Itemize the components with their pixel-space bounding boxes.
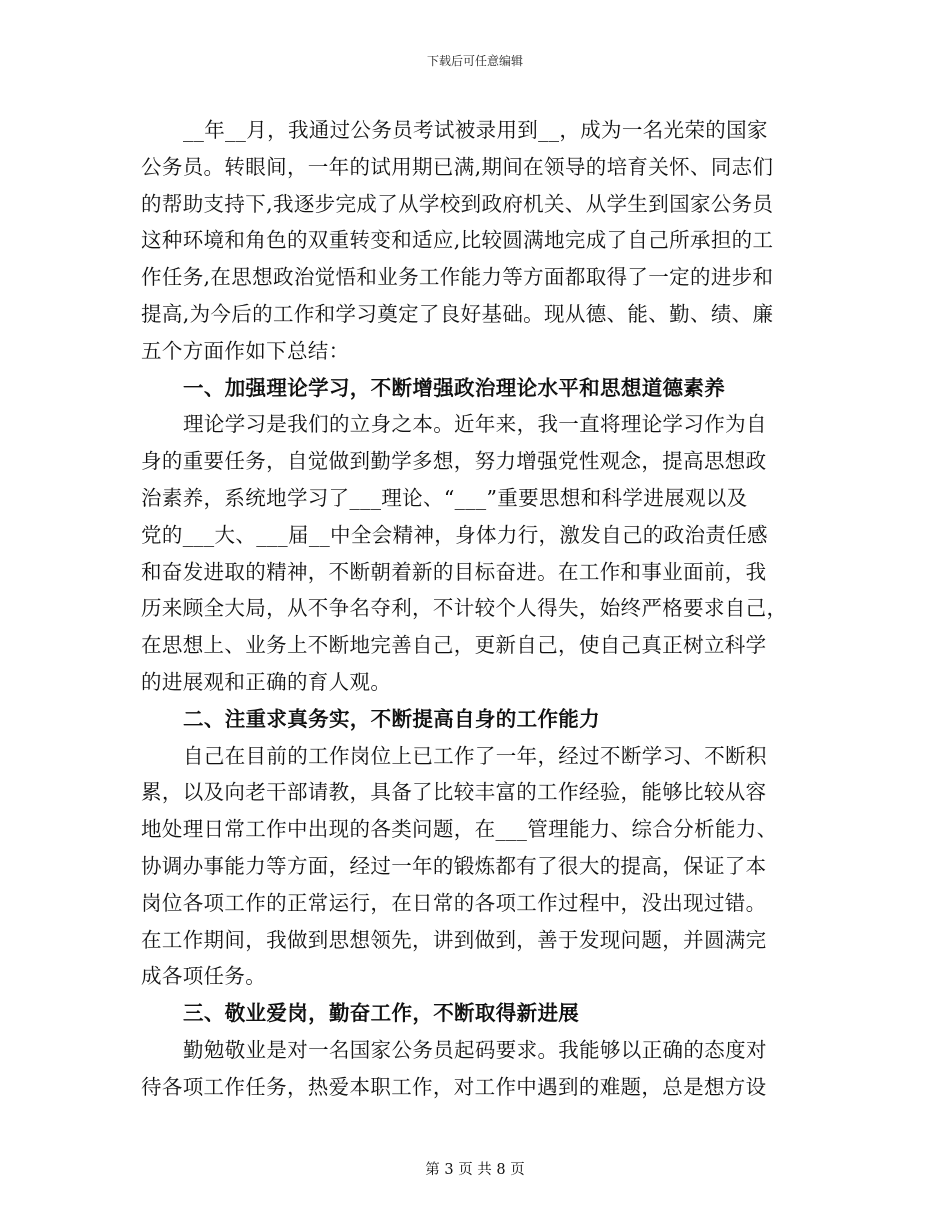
paragraph-line: 治素养，系统地学习了___理论、“___”重要思想和科学进展观以及 [141, 485, 748, 510]
paragraph-line: 公务员。转眼间，一年的试用期已满,期间在领导的培育关怀、同志们 [141, 154, 774, 179]
section-heading: 三、敬业爱岗，勤奋工作，不断取得新进展 [183, 1001, 580, 1026]
paragraph-line: 的帮助支持下,我逐步完成了从学校到政府机关、从学生到国家公务员 [141, 191, 774, 216]
document-body [141, 112, 806, 1106]
paragraph-line: 和奋发进取的精神，不断朝着新的目标奋进。在工作和事业面前，我 [141, 559, 767, 584]
paragraph-line: 理论学习是我们的立身之本。近年来，我一直将理论学习作为自 [183, 412, 767, 437]
paragraph-line: 这种环境和角色的双重转变和适应,比较圆满地完成了自己所承担的工 [141, 228, 774, 253]
paragraph-line: 成各项任务。 [141, 964, 267, 989]
paragraph-line: 累，以及向老干部请教，具备了比较丰富的工作经验，能够比较从容 [141, 780, 767, 805]
paragraph-line: 勤勉敬业是对一名国家公务员起码要求。我能够以正确的态度对 [183, 1037, 767, 1062]
paragraph-line: 岗位各项工作的正常运行，在日常的各项工作过程中，没出现过错。 [141, 890, 767, 915]
paragraph-line: 地处理日常工作中出现的各类问题，在___管理能力、综合分析能力、 [141, 817, 778, 842]
paragraph-line: 党的___大、___届__中全会精神，身体力行，激发自己的政治责任感 [141, 522, 768, 547]
page-header: 下载后可任意编辑 [426, 54, 523, 68]
paragraph-line: 历来顾全大局，从不争名夺利，不计较个人得失，始终严格要求自己， [141, 596, 788, 621]
paragraph-line: 提高,为今后的工作和学习奠定了良好基础。现从德、能、勤、绩、廉 [141, 301, 774, 326]
section-heading: 一、加强理论学习，不断增强政治理论水平和思想道德素养 [183, 375, 726, 400]
paragraph-line: 的进展观和正确的育人观。 [141, 669, 392, 694]
page-footer: 第 3 页 共 8 页 [425, 1162, 525, 1178]
paragraph-line: 作任务,在思想政治觉悟和业务工作能力等方面都取得了一定的进步和 [141, 265, 774, 290]
paragraph-line: 五个方面作如下总结： [141, 338, 350, 363]
paragraph-line: __年__月，我通过公务员考试被录用到__，成为一名光荣的国家 [183, 118, 768, 142]
paragraph-line: 协调办事能力等方面，经过一年的锻炼都有了很大的提高，保证了本 [141, 853, 767, 878]
paragraph-line: 待各项工作任务，热爱本职工作，对工作中遇到的难题，总是想方设 [141, 1074, 767, 1099]
paragraph-line: 自己在目前的工作岗位上已工作了一年，经过不断学习、不断积 [183, 743, 767, 768]
paragraph-line: 在思想上、业务上不断地完善自己，更新自己，使自己真正树立科学 [141, 633, 767, 658]
paragraph-line: 身的重要任务，自觉做到勤学多想，努力增强党性观念，提高思想政 [141, 449, 767, 474]
paragraph-line: 在工作期间，我做到思想领先，讲到做到，善于发现问题，并圆满完 [141, 927, 767, 952]
section-heading: 二、注重求真务实，不断提高自身的工作能力 [183, 706, 600, 731]
